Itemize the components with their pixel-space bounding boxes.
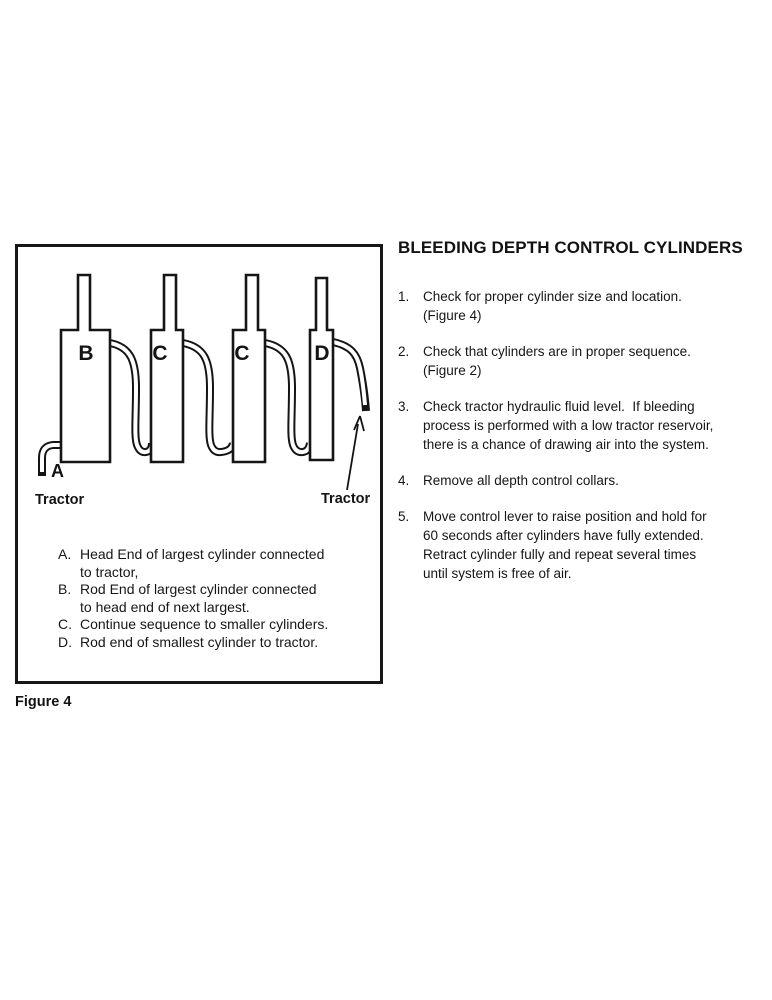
legend-item-c bbox=[58, 616, 328, 634]
step-text-line: (Figure 2) bbox=[423, 363, 482, 378]
cylinder-c1-shape bbox=[151, 275, 183, 462]
legend-text-line: to tractor, bbox=[80, 563, 139, 580]
cylinder-label-b: B bbox=[78, 342, 94, 365]
hose-c-to-d bbox=[265, 343, 310, 452]
legend-item-b bbox=[58, 581, 328, 616]
hose-label-a: A bbox=[51, 461, 64, 481]
cylinder-label-c1: C bbox=[152, 342, 168, 365]
figure-legend bbox=[58, 546, 328, 651]
tractor-label-left: Tractor bbox=[35, 492, 85, 508]
legend-item-d bbox=[58, 634, 328, 652]
legend-text-line: Head End of largest cylinder connected bbox=[80, 546, 325, 562]
step-text-line: Move control lever to raise position and hold for bbox=[423, 509, 707, 524]
legend-letter: D. bbox=[58, 633, 72, 650]
step-number: 1. bbox=[398, 289, 410, 304]
cylinder-b-shape bbox=[61, 275, 110, 462]
hose-c-to-c bbox=[183, 343, 233, 452]
procedure-step-4 bbox=[398, 471, 772, 490]
legend-text-line: Rod End of largest cylinder connected bbox=[80, 581, 317, 597]
section-title: BLEEDING DEPTH CONTROL CYLINDERS bbox=[398, 238, 743, 257]
legend-letter: A. bbox=[58, 546, 72, 562]
step-text-line: Check that cylinders are in proper sequence. bbox=[423, 344, 691, 359]
cylinder-d-shape bbox=[310, 278, 333, 460]
step-text-line: Check for proper cylinder size and location. bbox=[423, 289, 682, 304]
procedure-step-2 bbox=[398, 342, 772, 380]
hose-d-to-tractor bbox=[333, 342, 366, 411]
legend-text-line: Continue sequence to smaller cylinders. bbox=[80, 616, 329, 632]
hose-b-to-c bbox=[110, 343, 152, 452]
cylinder-label-d: D bbox=[314, 342, 330, 365]
step-number: 2. bbox=[398, 344, 410, 359]
legend-text-line: to head end of next largest. bbox=[80, 598, 250, 615]
step-text-line: Check tractor hydraulic fluid level. If bleeding bbox=[423, 399, 695, 414]
step-number: 3. bbox=[398, 399, 410, 414]
legend-letter: C. bbox=[58, 616, 72, 632]
procedure-step-3 bbox=[398, 397, 772, 454]
step-text-line: Remove all depth control collars. bbox=[423, 473, 619, 488]
tractor-arrow bbox=[347, 416, 364, 490]
cylinder-label-c2: C bbox=[234, 342, 250, 365]
procedure-section bbox=[398, 238, 772, 600]
step-text-line: until system is free of air. bbox=[423, 566, 572, 581]
figure-caption: Figure 4 bbox=[15, 694, 72, 710]
step-text-line: (Figure 4) bbox=[423, 308, 482, 323]
step-text-line: 60 seconds after cylinders have fully extended. bbox=[423, 528, 704, 543]
legend-text-line: Rod end of smallest cylinder to tractor. bbox=[80, 633, 319, 650]
cylinder-c2-shape bbox=[233, 275, 265, 462]
figure-4-panel bbox=[15, 244, 383, 684]
legend-item-a bbox=[58, 546, 328, 581]
step-text-line: process is performed with a low tractor reservoir, bbox=[423, 418, 714, 433]
step-text-line: Retract cylinder fully and repeat several times bbox=[423, 547, 697, 562]
step-number: 4. bbox=[398, 473, 410, 488]
step-text-line: there is a chance of drawing air into the system. bbox=[423, 437, 709, 452]
step-number: 5. bbox=[398, 509, 410, 524]
tractor-label-right: Tractor bbox=[321, 491, 371, 507]
procedure-step-1 bbox=[398, 287, 772, 325]
legend-letter: B. bbox=[58, 581, 72, 597]
procedure-step-5 bbox=[398, 507, 772, 583]
cylinders-diagram bbox=[18, 247, 380, 543]
